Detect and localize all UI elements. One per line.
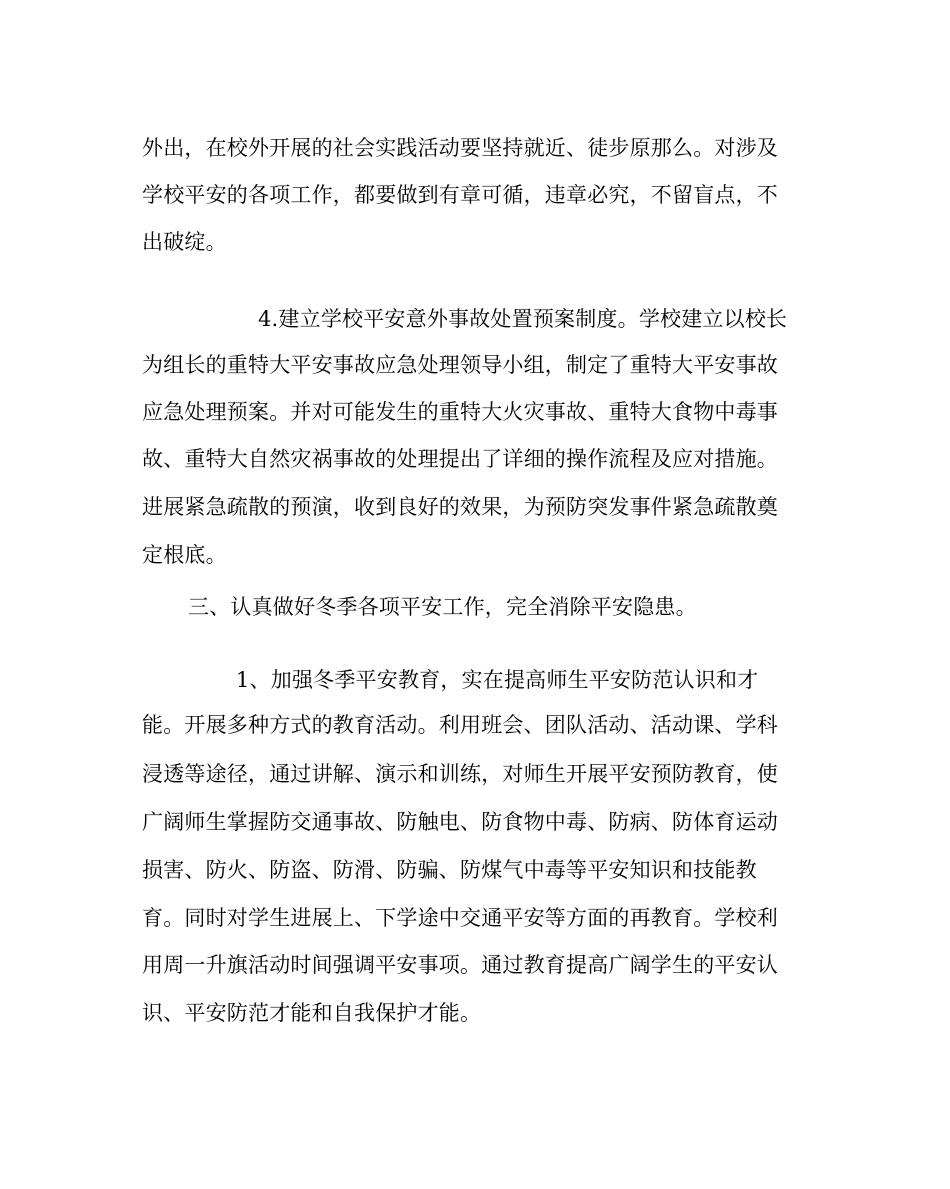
text-line: 定根底。 (142, 543, 227, 567)
text-line: 应急处理预案。并对可能发生的重特大火灾事故、重特大食物中毒事 (142, 400, 778, 424)
text-line: 识、平安防范才能和自我保护才能。 (142, 1001, 482, 1025)
text-line: 育。同时对学生进展上、下学途中交通平安等方面的再教育。学校利 (142, 906, 778, 930)
text-line: 为组长的重特大平安事故应急处理领导小组，制定了重特大平安事故 (142, 353, 778, 377)
text-line: 出破绽。 (142, 230, 227, 254)
text-line: 浸透等途径，通过讲解、演示和训练，对师生开展平安预防教育，使 (142, 762, 778, 786)
text-line: 损害、防火、防盗、防滑、防骗、防煤气中毒等平安知识和技能教 (142, 858, 757, 882)
text-line: 广阔师生掌握防交通事故、防触电、防食物中毒、防病、防体育运动 (142, 810, 778, 834)
section-heading: 三、认真做好冬季各项平安工作，完全消除平安隐患。 (188, 595, 697, 619)
text-line: 故、重特大自然灾祸事故的处理提出了详细的操作流程及应对措施。 (142, 447, 778, 471)
text-line: 外出，在校外开展的社会实践活动要坚持就近、徒步原那么。对涉及 (142, 136, 778, 160)
text-line: 用周一升旗活动时间强调平安事项。通过教育提高广阔学生的平安认 (142, 953, 778, 977)
text-line: 1、加强冬季平安教育，实在提高师生平安防范认识和才 (236, 668, 759, 692)
text-line: 4.建立学校平安意外事故处置预案制度。学校建立以校长 (258, 307, 788, 331)
text-line: 进展紧急疏散的预演，收到良好的效果，为预防突发事件紧急疏散奠 (142, 495, 778, 519)
text-line: 学校平安的各项工作，都要做到有章可循，违章必究，不留盲点，不 (142, 183, 778, 207)
text-line: 能。开展多种方式的教育活动。利用班会、团队活动、活动课、学科 (142, 713, 778, 737)
